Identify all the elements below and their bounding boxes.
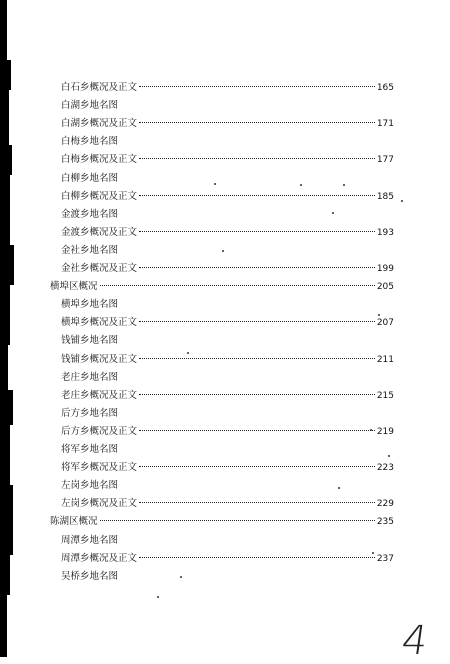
dot-leader [139, 557, 375, 558]
toc-entry-page: 207 [376, 318, 394, 329]
dot-leader [139, 430, 375, 431]
toc-entry-map [61, 334, 118, 347]
toc-entry-page: 215 [376, 390, 394, 401]
toc-entry-map [61, 534, 118, 547]
dot-leader [139, 358, 375, 359]
toc-entry-label: 后方乡概况及正文 [61, 425, 138, 437]
dot-leader [139, 122, 375, 123]
toc-entry-map [61, 479, 118, 492]
toc-entry-label: 钱铺乡地名图 [61, 335, 119, 347]
toc-entry [61, 552, 394, 566]
toc-entry-map [61, 570, 118, 583]
toc-entry-map [61, 208, 118, 221]
toc-entry-map [61, 135, 118, 148]
toc-entry-map [61, 172, 118, 185]
dot-leader [100, 520, 375, 521]
toc-entry [61, 81, 394, 95]
toc-entry-page: 193 [376, 227, 394, 238]
toc-entry-label: 横埠乡地名图 [61, 299, 119, 311]
dot-leader [139, 231, 375, 232]
toc-entry-page: 171 [376, 119, 394, 130]
toc-entry-map [61, 443, 118, 456]
handwritten-page-number: 4 [398, 618, 431, 664]
toc-entry-label: 后方乡地名图 [61, 407, 119, 419]
toc-entry-label: 金社乡概况及正文 [61, 263, 138, 274]
dot-leader [139, 158, 375, 159]
toc-entry-label: 将军乡地名图 [61, 444, 119, 455]
toc-entry [61, 461, 394, 475]
toc-entry-label: 横埠区概况 [50, 281, 98, 293]
toc-entry-label: 吴桥乡地名图 [61, 570, 119, 582]
toc-entry-label: 老庄乡地名图 [61, 371, 119, 383]
toc-entry-label: 老庄乡概况及正文 [61, 389, 138, 401]
toc-entry [61, 190, 394, 204]
toc-entry-label: 钱铺乡概况及正文 [61, 353, 138, 365]
dot-leader [139, 502, 375, 503]
toc-entry [61, 153, 394, 167]
toc-entry-label: 金渡乡概况及正文 [61, 226, 138, 238]
toc-entry [61, 117, 394, 131]
toc-entry-page: 223 [376, 463, 394, 474]
toc-entry-label: 白湖乡地名图 [61, 100, 119, 112]
toc-entry-label: 金渡乡地名图 [61, 208, 119, 220]
toc-entry [61, 316, 394, 330]
dot-leader [139, 86, 375, 87]
toc-entry-page: 177 [376, 155, 394, 166]
toc-entry-map [61, 371, 118, 384]
toc-entry-label: 周潭乡概况及正文 [61, 552, 138, 564]
toc-entry-label: 白石乡概况及正文 [61, 82, 138, 93]
toc-entry [61, 226, 394, 240]
toc-entry-label: 白柳乡地名图 [61, 172, 119, 184]
toc-entry-page: 205 [376, 282, 394, 293]
toc-entry-page: 229 [376, 499, 394, 510]
toc-entry-page: 165 [376, 83, 394, 93]
toc-entry-label: 横埠乡概况及正文 [61, 317, 138, 329]
toc-entry-label: 将军乡概况及正文 [61, 462, 138, 474]
toc-entry-label: 白柳乡概况及正文 [61, 190, 138, 202]
toc-entry [61, 389, 394, 403]
toc-entry-page: 185 [376, 191, 394, 202]
dot-leader [139, 466, 375, 467]
toc-entry [61, 262, 394, 276]
toc-entry-page: 235 [376, 517, 394, 528]
toc-entry-page: 219 [376, 426, 394, 437]
toc-entry-label: 白梅乡地名图 [61, 136, 119, 148]
toc-entry [61, 353, 394, 367]
toc-entry-label: 金社乡地名图 [61, 244, 119, 256]
dot-leader [100, 285, 375, 286]
toc-entry-label: 陈湖区概况 [50, 516, 98, 528]
toc-entry-label: 白梅乡概况及正文 [61, 154, 138, 166]
dot-leader [139, 195, 375, 196]
toc-entry [50, 280, 394, 294]
toc-entry-page: 199 [376, 264, 394, 274]
toc-entry-label: 白湖乡概况及正文 [61, 118, 138, 130]
dot-leader [139, 321, 375, 322]
dot-leader [139, 394, 375, 395]
toc-entry [50, 515, 394, 529]
toc-entry-map [61, 298, 118, 311]
toc-entry-map [61, 244, 118, 257]
toc-entry-label: 左岗乡地名图 [61, 480, 119, 492]
toc-entry-map [61, 407, 118, 420]
toc-entry [61, 497, 394, 511]
toc-entry [61, 425, 394, 439]
toc-entry-label: 左岗乡概况及正文 [61, 498, 138, 510]
toc-entry-page: 237 [376, 553, 394, 564]
toc-entry-map [61, 99, 118, 112]
toc-entry-label: 周潭乡地名图 [61, 534, 119, 546]
toc-entry-page: 211 [376, 354, 394, 365]
dot-leader [139, 267, 375, 268]
